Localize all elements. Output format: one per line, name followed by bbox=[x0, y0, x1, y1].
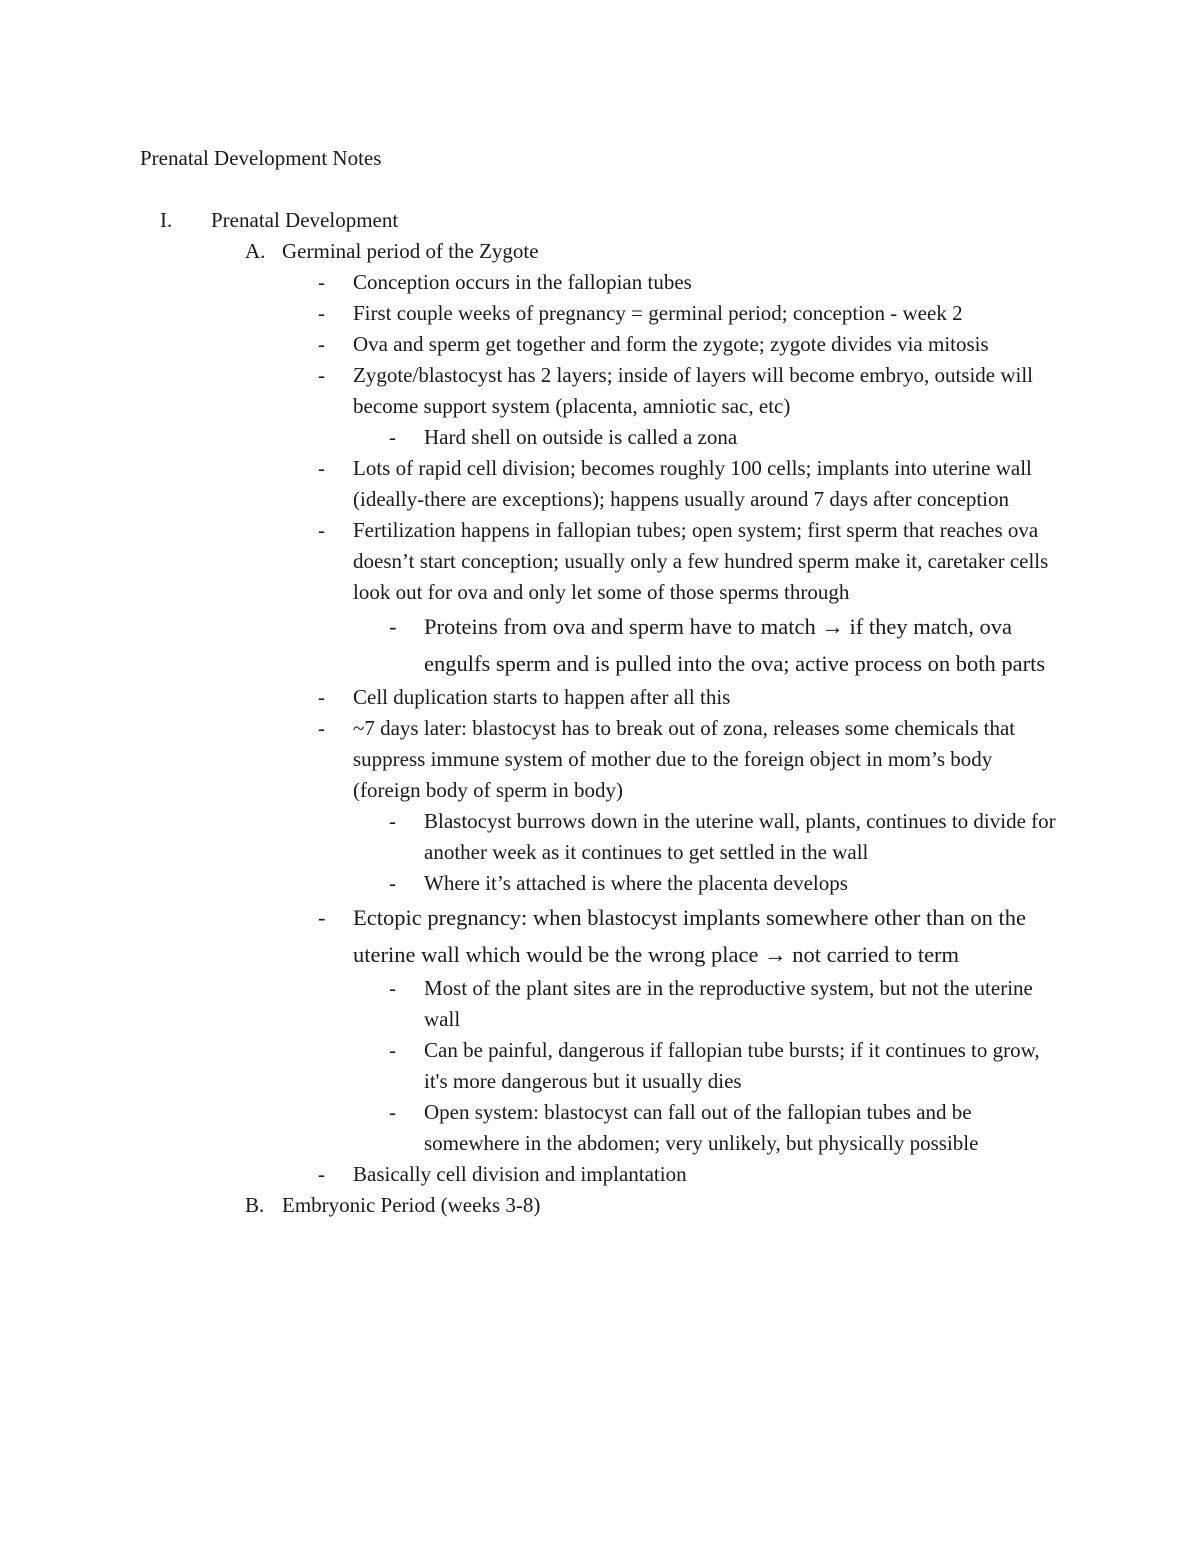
dash-marker: - bbox=[318, 716, 325, 740]
sub-bullet-text: Can be painful, dangerous if fallopian tube bursts; if it continues to grow, it's more dangerous but it usually dies bbox=[424, 1038, 1040, 1093]
bullet-text: Fertilization happens in fallopian tubes; open system; first sperm that reaches ova doesn’t start conception; usually only a few hundred sperm make it, caretaker cells look out for ova and only let some of those sperms through bbox=[353, 518, 1049, 604]
bullet-item bbox=[0, 267, 1200, 298]
subsection-heading: Germinal period of the Zygote bbox=[282, 239, 539, 263]
outline-item-level-1 bbox=[0, 205, 1200, 236]
bullet-item bbox=[0, 899, 1200, 973]
document-title: Prenatal Development Notes bbox=[140, 146, 382, 170]
bullet-text: First couple weeks of pregnancy = germinal period; conception - week 2 bbox=[353, 301, 963, 325]
dash-marker: - bbox=[318, 270, 325, 294]
sub-bullet-item bbox=[0, 973, 1200, 1035]
sub-bullet-text: Proteins from ova and sperm have to match → if they match, ova engulfs sperm and is pulled into the ova; active process on both parts bbox=[424, 614, 1046, 676]
sub-bullet-text: Hard shell on outside is called a zona bbox=[424, 425, 738, 449]
outline bbox=[0, 205, 1200, 1221]
dash-marker: - bbox=[389, 871, 396, 895]
sub-bullet-text: Where it’s attached is where the placenta develops bbox=[424, 871, 848, 895]
sub-bullet-text: Open system: blastocyst can fall out of the fallopian tubes and be somewhere in the abdomen; very unlikely, but physically possible bbox=[424, 1100, 979, 1155]
dash-marker: - bbox=[318, 905, 326, 930]
sub-bullet-text: Blastocyst burrows down in the uterine wall, plants, continues to divide for another week as it continues to get settled in the wall bbox=[424, 809, 1056, 864]
outline-item-level-2 bbox=[0, 1190, 1200, 1221]
dash-marker: - bbox=[318, 456, 325, 480]
dash-marker: - bbox=[318, 301, 325, 325]
bullet-text: Ova and sperm get together and form the zygote; zygote divides via mitosis bbox=[353, 332, 989, 356]
bullet-item bbox=[0, 515, 1200, 608]
bullet-item bbox=[0, 360, 1200, 422]
bullet-text: Lots of rapid cell division; becomes roughly 100 cells; implants into uterine wall (ideally-there are exceptions); happens usually around 7 days after conception bbox=[353, 456, 1032, 511]
bullet-text: Conception occurs in the fallopian tubes bbox=[353, 270, 692, 294]
bullet-item bbox=[0, 1159, 1200, 1190]
bullet-text: Basically cell division and implantation bbox=[353, 1162, 687, 1186]
dash-marker: - bbox=[389, 809, 396, 833]
dash-marker: - bbox=[389, 614, 397, 639]
dash-marker: - bbox=[318, 363, 325, 387]
dash-marker: - bbox=[389, 1038, 396, 1062]
bullet-text: ~7 days later: blastocyst has to break out of zona, releases some chemicals that suppress immune system of mother due to the foreign object in mom’s body (foreign body of sperm in body) bbox=[353, 716, 1016, 802]
letter-marker: A. bbox=[245, 239, 266, 263]
dash-marker: - bbox=[318, 685, 325, 709]
sub-bullet-item bbox=[0, 608, 1200, 682]
dash-marker: - bbox=[389, 425, 396, 449]
bullet-text: Ectopic pregnancy: when blastocyst implants somewhere other than on the uterine wall which would be the wrong place → not carried to term bbox=[353, 905, 1026, 967]
sub-bullet-item bbox=[0, 1035, 1200, 1097]
bullet-item bbox=[0, 298, 1200, 329]
dash-marker: - bbox=[318, 518, 325, 542]
bullet-item bbox=[0, 713, 1200, 806]
dash-marker: - bbox=[318, 332, 325, 356]
sub-bullet-item bbox=[0, 1097, 1200, 1159]
subsection-heading: Embryonic Period (weeks 3-8) bbox=[282, 1193, 541, 1217]
dash-marker: - bbox=[389, 976, 396, 1000]
bullet-item bbox=[0, 682, 1200, 713]
sub-bullet-item bbox=[0, 422, 1200, 453]
bullet-text: Cell duplication starts to happen after all this bbox=[353, 685, 731, 709]
dash-marker: - bbox=[389, 1100, 396, 1124]
bullet-item bbox=[0, 453, 1200, 515]
roman-numeral-marker: I. bbox=[160, 208, 173, 232]
letter-marker: B. bbox=[245, 1193, 265, 1217]
sub-bullet-text: Most of the plant sites are in the reproductive system, but not the uterine wall bbox=[424, 976, 1033, 1031]
dash-marker: - bbox=[318, 1162, 325, 1186]
section-heading: Prenatal Development bbox=[211, 208, 399, 232]
sub-bullet-item bbox=[0, 868, 1200, 899]
sub-bullet-item bbox=[0, 806, 1200, 868]
bullet-item bbox=[0, 329, 1200, 360]
outline-item-level-2 bbox=[0, 236, 1200, 267]
bullet-text: Zygote/blastocyst has 2 layers; inside of layers will become embryo, outside will become support system (placenta, amniotic sac, etc) bbox=[353, 363, 1034, 418]
